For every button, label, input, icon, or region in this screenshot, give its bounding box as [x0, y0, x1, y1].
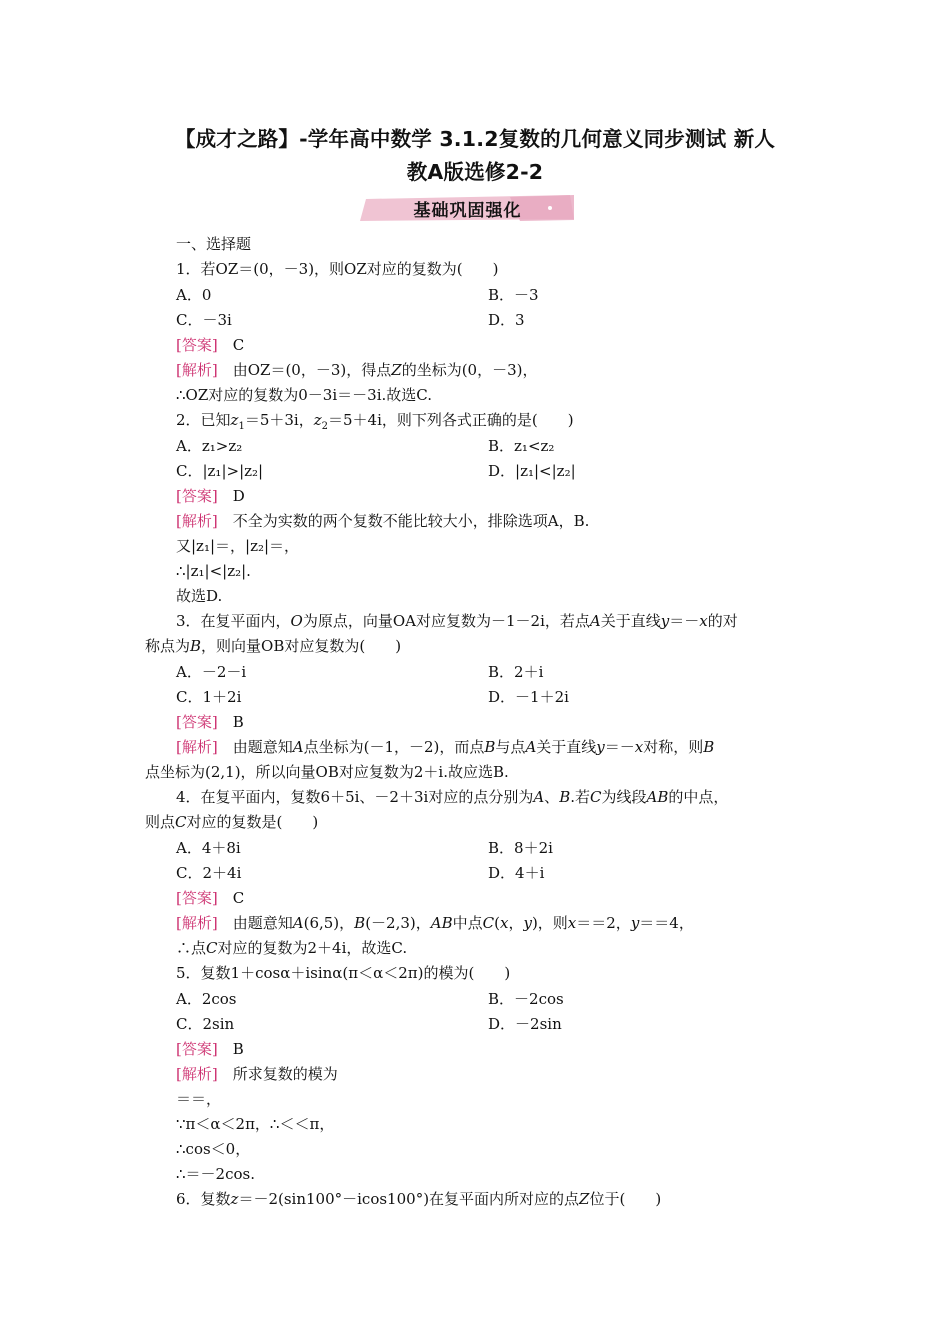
explanation-label: [解析] [176, 512, 218, 530]
q2-option-d: D．|z₁|<|z₂| [488, 462, 576, 480]
q5-explanation-5: ∴＝－2cos. [176, 1165, 255, 1183]
q5-explanation: [解析] 所求复数的模为 [176, 1065, 338, 1083]
answer-label: [答案] [176, 889, 218, 907]
answer-value: C [232, 336, 245, 354]
q3-explanation: [解析] 由题意知A点坐标为(－1，－2)，而点B与点A关于直线y＝－x对称，则B [176, 738, 715, 756]
q5-option-c: C．2sin [176, 1015, 235, 1033]
q2-option-a: A．z₁>z₂ [176, 437, 243, 455]
q4-explanation-2: ∴点C对应的复数为2＋4i，故选C. [176, 939, 408, 957]
q3-option-c: C．1＋2i [176, 688, 242, 706]
q2-explanation-2: 又|z₁|＝，|z₂|＝， [176, 537, 300, 555]
question-3: 3．在复平面内，O为原点，向量OA对应复数为－1－2i，若点A关于直线y＝－x的对 [176, 612, 738, 630]
q4-option-d: D．4＋i [488, 864, 545, 882]
q5-explanation-3: ∵π＜α＜2π，∴＜＜π， [176, 1115, 335, 1133]
question-5: 5．复数1＋cosα＋isinα(π＜α＜2π)的模为( ) [176, 964, 511, 982]
q2-explanation-4: 故选D. [176, 587, 223, 605]
answer-value: B [232, 1040, 244, 1058]
explanation-label: [解析] [176, 738, 218, 756]
q5-explanation-2: ＝＝， [176, 1090, 222, 1108]
page-title-line-2: 教A版选修2-2 [406, 160, 544, 184]
q1-explanation-2: ∴OZ对应的复数为0－3i＝－3i.故选C. [176, 386, 432, 404]
q1-option-a: A．0 [176, 286, 212, 304]
q3-option-b: B．2＋i [488, 663, 544, 681]
q4-option-c: C．2＋4i [176, 864, 242, 882]
explanation-label: [解析] [176, 361, 218, 379]
q1-option-c: C．－3i [176, 311, 232, 329]
q1-answer [176, 335, 244, 355]
q5-option-d: D．－2sin [488, 1015, 562, 1033]
question-4: 4．在复平面内，复数6＋5i、－2＋3i对应的点分别为A、B.若C为线段AB的中点， [176, 788, 729, 806]
question-6: 6．复数z＝－2(sin100°－icos100°)在复平面内所对应的点Z位于( ) [176, 1190, 662, 1208]
answer-label: [答案] [176, 336, 218, 354]
answer-value: C [232, 889, 245, 907]
q3-answer [176, 712, 244, 732]
q3-option-a: A．－2－i [176, 663, 247, 681]
answer-value: B [232, 713, 244, 731]
q5-option-a: A．2cos [176, 990, 237, 1008]
q2-option-b: B．z₁<z₂ [488, 437, 555, 455]
q1-explanation: [解析] 由OZ＝(0，－3)，得点Z的坐标为(0，－3)， [176, 361, 538, 379]
q2-explanation-3: ∴|z₁|<|z₂|. [176, 562, 251, 580]
answer-label: [答案] [176, 1040, 218, 1058]
banner-title: 基础巩固强化 [413, 201, 522, 221]
answer-value: D [232, 487, 245, 505]
q4-option-a: A．4＋8i [176, 839, 241, 857]
q3-option-d: D．－1＋2i [488, 688, 569, 706]
section-heading: 一、选择题 [176, 235, 252, 253]
q2-answer [176, 486, 245, 506]
question-2: 2．已知$z_1=5+3i$，$z_2=5+4i$，则下列各式正确的是( ) [176, 411, 574, 432]
q4-option-b: B．8＋2i [488, 839, 553, 857]
question-1: 1．若OZ＝(0，－3)，则OZ对应的复数为( ) [176, 260, 499, 278]
question-4-line-2: 则点C对应的复数是( ) [145, 813, 319, 831]
explanation-label: [解析] [176, 1065, 218, 1083]
q5-explanation-4: ∴cos＜0， [176, 1140, 251, 1158]
q4-answer [176, 888, 244, 908]
answer-label: [答案] [176, 487, 218, 505]
q5-option-b: B．－2cos [488, 990, 564, 1008]
section-banner [360, 193, 575, 223]
question-3-line-2: 称点为B，则向量OB对应复数为( ) [145, 637, 402, 655]
q2-explanation: [解析] 不全为实数的两个复数不能比较大小，排除选项A，B. [176, 512, 590, 530]
q2-option-c: C．|z₁|>|z₂| [176, 462, 264, 480]
q1-option-b: B．－3 [488, 286, 539, 304]
answer-label: [答案] [176, 713, 218, 731]
q3-explanation-2: 点坐标为(2,1)，所以向量OB对应复数为2＋i.故应选B. [145, 763, 509, 781]
q1-option-d: D．3 [488, 311, 525, 329]
q4-explanation: [解析] 由题意知A(6,5)，B(－2,3)，AB中点C(x，y)，则x＝＝2，y＝＝4， [176, 914, 694, 932]
q5-answer [176, 1039, 244, 1059]
page-title-line-1: 【成才之路】-学年高中数学 3.1.2复数的几何意义同步测试 新人 [174, 127, 776, 151]
explanation-label: [解析] [176, 914, 218, 932]
